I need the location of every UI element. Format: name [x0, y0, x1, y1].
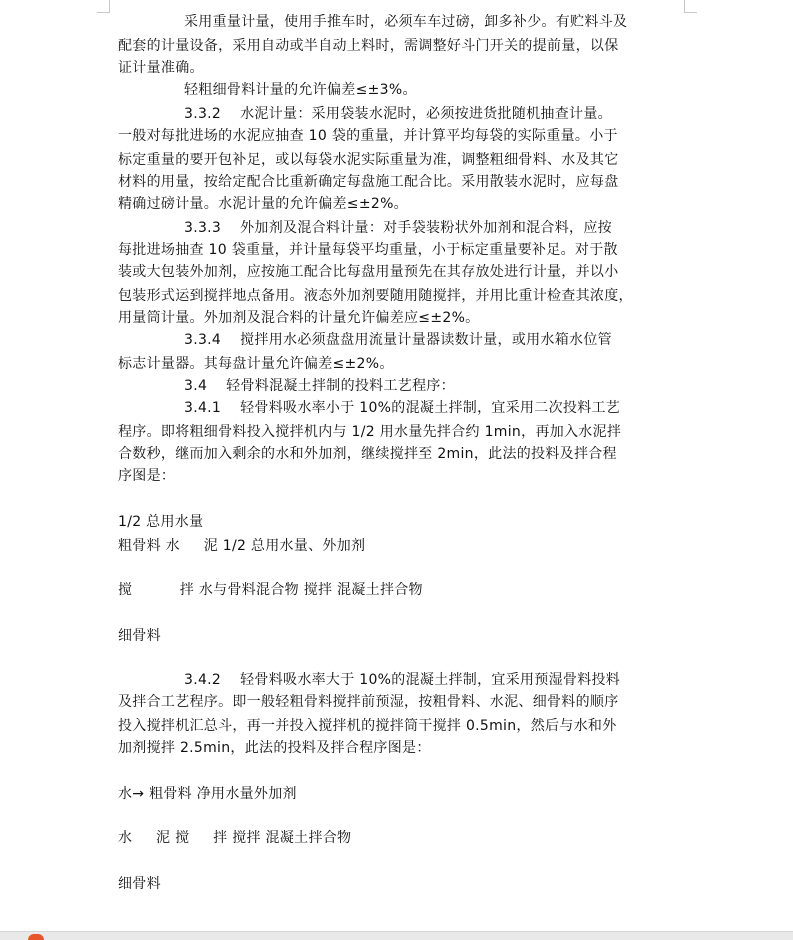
text-line: 标定重量的要开包补足，或以每袋水泥实际重量为准，调整粗细骨料、水及其它 — [118, 152, 619, 168]
text-line: 每批进场抽查 10 袋重量，并计量每袋平均重量，小于标定重量要补足。对于散 — [118, 242, 618, 258]
text-line: 细骨料 — [118, 628, 161, 644]
text-line: 3.4 轻骨料混凝土拌制的投料工艺程序： — [184, 378, 455, 394]
taskbar-strip — [0, 931, 793, 940]
page-corner-mark-right — [684, 0, 697, 13]
text-line: 用量筒计量。外加剂及混合料的计量允许偏差应≤±2%。 — [118, 310, 480, 326]
text-line: 材料的用量，按给定配合比重新确定每盘施工配合比。采用散装水泥时，应每盘 — [118, 174, 619, 190]
text-line: 3.4.2 轻骨料吸水率大于 10%的混凝土拌制，宜采用预湿骨料投料 — [184, 672, 621, 688]
text-line: 装或大包装外加剂，应按施工配合比每盘用量预先在其存放处进行计量，并以小 — [118, 264, 619, 280]
text-line: 细骨料 — [118, 876, 161, 892]
text-line: 投入搅拌机汇总斗，再一并投入搅拌机的搅拌筒干搅拌 0.5min，然后与水和外 — [118, 718, 617, 734]
text-line: 包装形式运到搅拌地点备用。液态外加剂要随用随搅拌，并用比重计检查其浓度， — [118, 288, 633, 304]
page-corner-mark-left — [97, 0, 110, 13]
text-line: 3.4.1 轻骨料吸水率小于 10%的混凝土拌制，宜采用二次投料工艺 — [184, 400, 621, 416]
text-line: 粗骨料 水 泥 1/2 总用水量、外加剂 — [118, 538, 366, 554]
app-icon[interactable] — [28, 934, 44, 940]
text-line: 加剂搅拌 2.5min，此法的投料及拌合程序图是： — [118, 740, 431, 756]
text-line: 3.3.4 搅拌用水必须盘盘用流量计量器读数计量，或用水箱水位管 — [184, 332, 612, 348]
text-line: 3.3.2 水泥计量：采用袋装水泥时，必须按进货批随机抽查计量。 — [184, 106, 612, 122]
text-line: 轻粗细骨料计量的允许偏差≤±3%。 — [184, 82, 417, 98]
page-corner-marks — [97, 0, 697, 14]
text-line: 合数秒，继而加入剩余的水和外加剂，继续搅拌至 2min，此法的投料及拌合程 — [118, 446, 617, 462]
text-line: 3.3.3 外加剂及混合料计量：对手袋装粉状外加剂和混合料，应按 — [184, 220, 612, 236]
text-line: 搅 拌 水与骨料混合物 搅拌 混凝土拌合物 — [118, 582, 423, 598]
text-line: 序图是： — [118, 468, 176, 484]
text-line: 程序。即将粗细骨料投入搅拌机内与 1/2 用水量先拌合约 1min，再加入水泥拌 — [118, 424, 622, 440]
text-line: 1/2 总用水量 — [118, 514, 204, 530]
text-line: 标志计量器。其每盘计量允许偏差≤±2%。 — [118, 356, 394, 372]
text-line: 采用重量计量，使用手推车时，必须车车过磅，卸多补少。有贮料斗及 — [184, 14, 628, 30]
text-line: 一般对每批进场的水泥应抽查 10 袋的重量，并计算平均每袋的实际重量。小于 — [118, 128, 618, 144]
text-line: 及拌合工艺程序。即一般轻粗骨料搅拌前预湿，按粗骨料、水泥、细骨料的顺序 — [118, 694, 619, 710]
text-line: 水 泥 搅 拌 搅拌 混凝土拌合物 — [118, 830, 352, 846]
text-line: 配套的计量设备，采用自动或半自动上料时，需调整好斗门开关的提前量，以保 — [118, 38, 619, 54]
text-line: 证计量准确。 — [118, 60, 204, 76]
text-line: 精确过磅计量。水泥计量的允许偏差≤±2%。 — [118, 196, 408, 212]
text-line: 水→ 粗骨料 净用水量外加剂 — [118, 786, 297, 802]
